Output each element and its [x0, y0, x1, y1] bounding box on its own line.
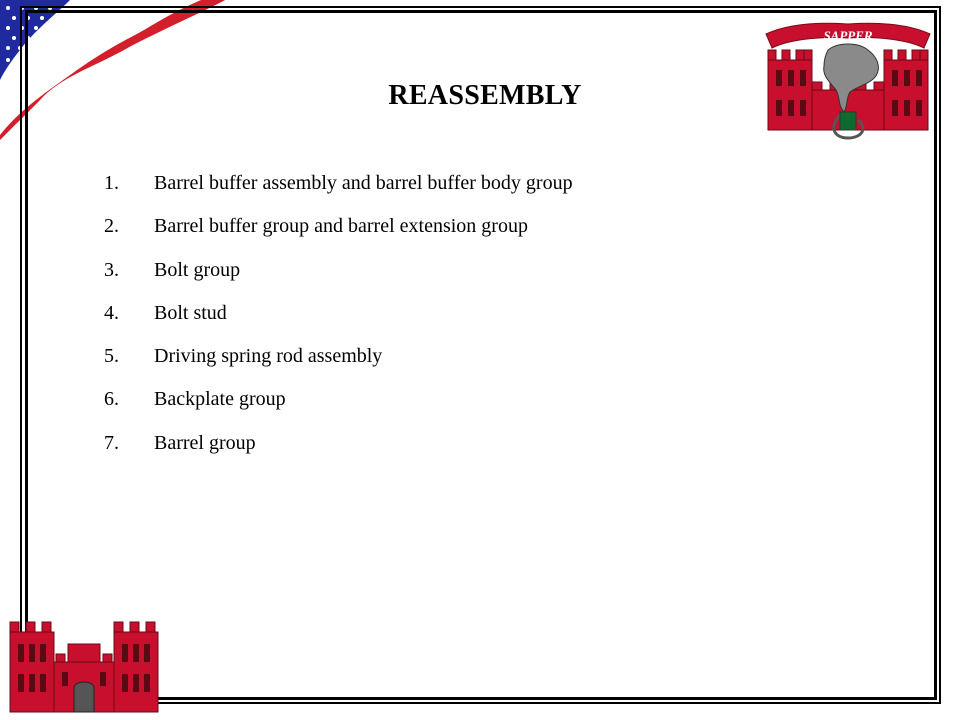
list-item: 6. Backplate group — [104, 388, 286, 411]
sapper-emblem-image — [758, 20, 938, 150]
reassembly-list — [104, 172, 573, 475]
list-item: 5. Driving spring rod assembly — [104, 345, 383, 368]
list-item: 7. Barrel group — [104, 431, 256, 454]
list-item: 3. Bolt group — [104, 258, 241, 281]
slide-title: REASSEMBLY — [388, 80, 582, 111]
list-item: 2. Barrel buffer group and barrel extension group — [104, 215, 528, 238]
list-item: 4. Bolt stud — [104, 301, 227, 324]
engineer-castle-icon — [8, 618, 160, 714]
emblem-banner-text: SAPPER — [823, 28, 873, 43]
list-item: 1. Barrel buffer assembly and barrel buffer body group — [104, 172, 573, 194]
